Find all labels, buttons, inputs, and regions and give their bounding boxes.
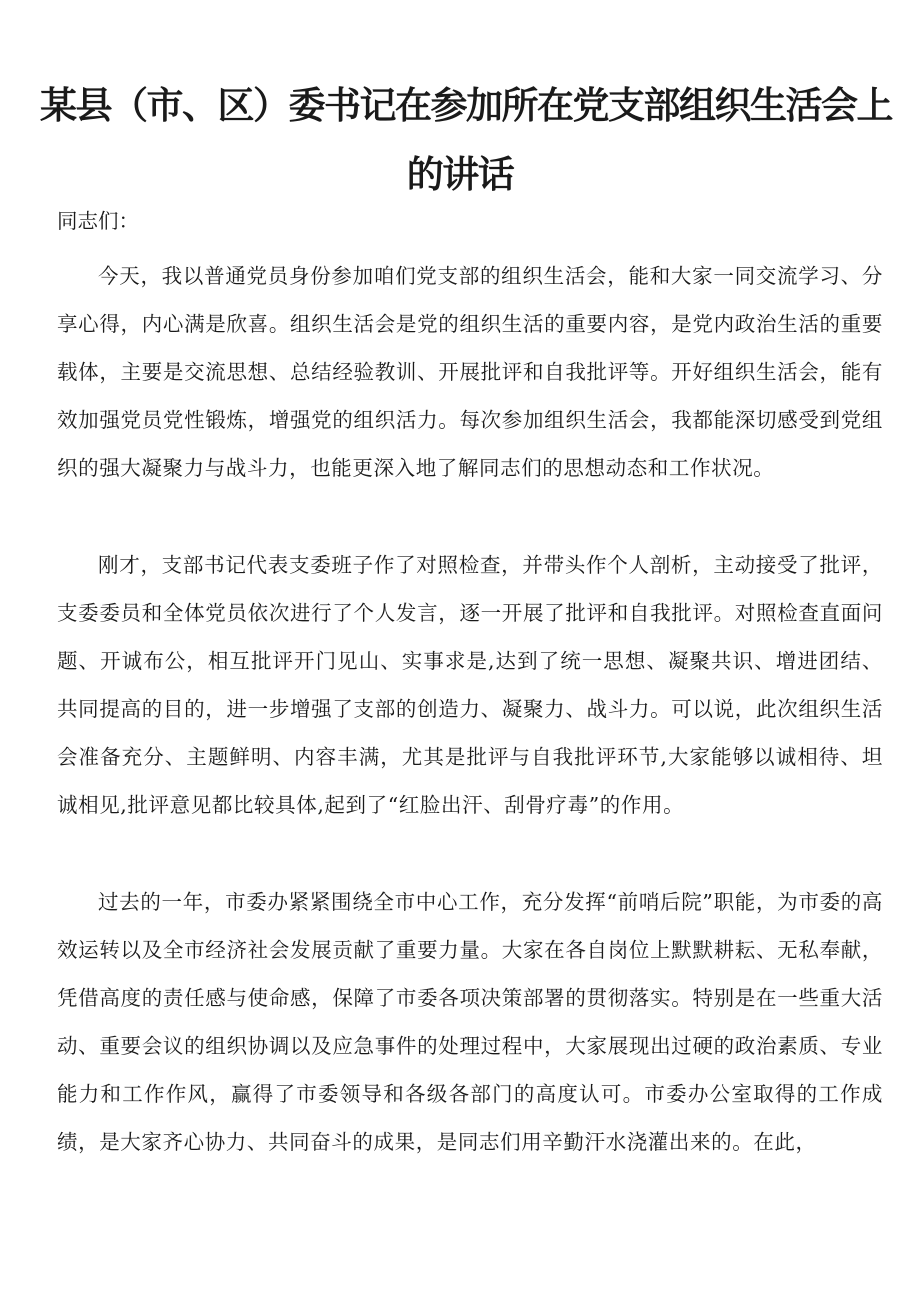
paragraph-3: 过去的一年，市委办紧紧围绕全市中心工作，充分发挥“前哨后院”职能，为市委的高效运转以及全市经济社会发展贡献了重要力量。大家在各自岗位上默默耕耘、无私奉献，凭借高度的责任感与使命感，保障了市委各项决策部署的贯彻落实。特别是在一些重大活动、重要会议的组织协调以及应急事件的处理过程中，大家展现出过硬的政治素质、专业能力和工作作风，赢得了市委领导和各级各部门的高度认可。市委办公室取得的工作成绩，是大家齐心协力、共同奋斗的成果，是同志们用辛勤汗水浇灌出来的。在此， — [57, 890, 883, 1154]
paragraph-2: 刚才，支部书记代表支委班子作了对照检查，并带头作个人剖析，主动接受了批评，支委委员和全体党员依次进行了个人发言，逐一开展了批评和自我批评。对照检查直面问题、开诚布公，相互批评开门见山、实事求是,达到了统一思想、凝聚共识、增进团结、共同提高的目的，进一步增强了支部的创造力、凝聚力、战斗力。可以说，此次组织生活会准备充分、主题鲜明、内容丰满，尤其是批评与自我批评环节,大家能够以诚相待、坦诚相见,批评意见都比较具体,起到了“红脸出汗、刮骨疗毒”的作用。 — [57, 553, 883, 817]
document-title-line-2: 的讲话 — [406, 153, 514, 196]
document-title-line-1: 某县（市、区）委书记在参加所在党支部组织生活会上 — [40, 84, 892, 127]
paragraph-1: 今天，我以普通党员身份参加咱们党支部的组织生活会，能和大家一同交流学习、分享心得，内心满是欣喜。组织生活会是党的组织生活的重要内容，是党内政治生活的重要载体，主要是交流思想、总结经验教训、开展批评和自我批评等。开好组织生活会，能有效加强党员党性锻炼，增强党的组织活力。每次参加组织生活会，我都能深切感受到党组织的强大凝聚力与战斗力，也能更深入地了解同志们的思想动态和工作状况。 — [57, 264, 883, 480]
salutation: 同志们： — [57, 209, 139, 233]
